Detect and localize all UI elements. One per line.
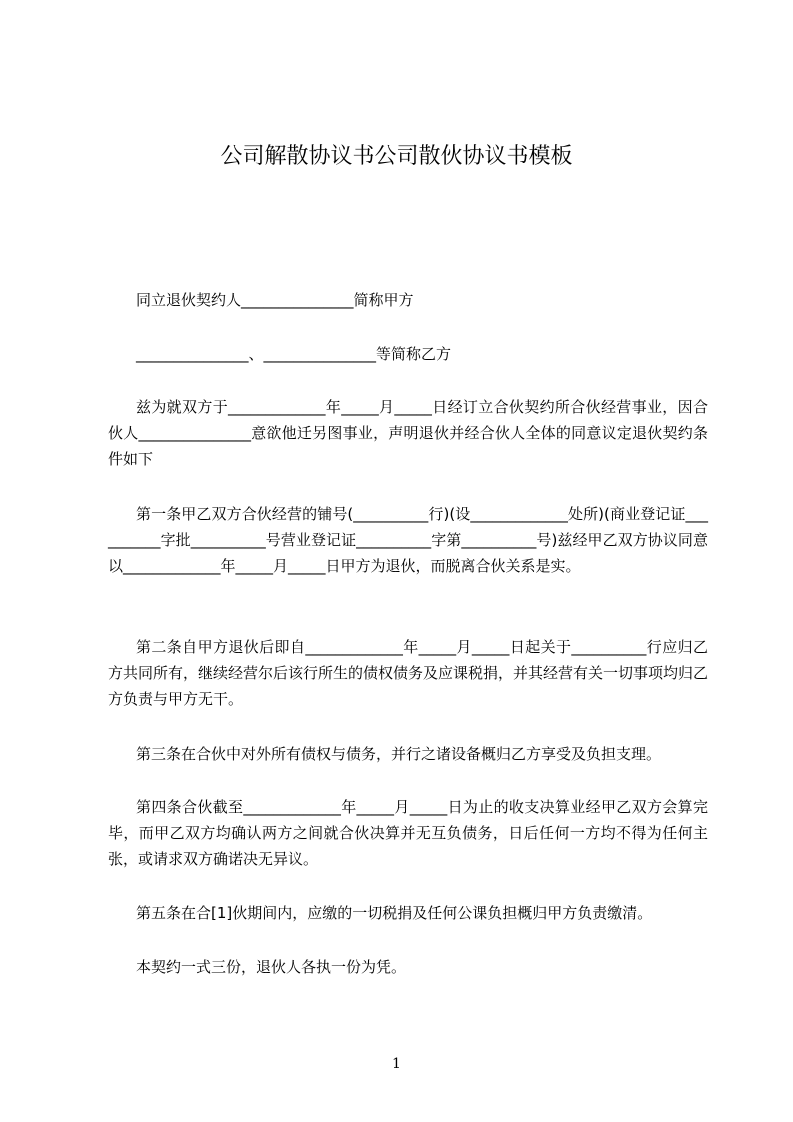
paragraph-party-a: 同立退伙契约人_______________简称甲方 [136, 291, 414, 309]
paragraph-closing: 本契约一式三份，退伙人各执一份为凭。 [136, 958, 407, 976]
paragraph-article-5: 第五条在合[1]伙期间内，应缴的一切税捐及任何公课负担概归甲方负责缴清。 [136, 904, 653, 922]
page-number: 1 [392, 1056, 401, 1072]
paragraph-article-3: 第三条在合伙中对外所有债权与债务，并行之诸设备概归乙方享受及负担支理。 [136, 745, 662, 763]
paragraph-article-4: 第四条合伙截至_____________年_____月_____日为止的收支决算业经甲乙双方会算完毕，而甲乙双方均确认两方之间就合伙决算并无互负债务，日后任何一方均不得为任何主张，或请求双方确诺决无异议。 [108, 798, 708, 868]
paragraph-party-b: _______________、_______________等简称乙方 [136, 345, 452, 363]
paragraph-article-2: 第二条自甲方退伙后即自_____________年_____月_____日起关于__________行应归乙方共同所有，继续经营尔后该行所生的债权债务及应课税捐，并其经营有关一切事项均归乙方负责与甲方无干。 [108, 638, 709, 708]
document-title: 公司解散协议书公司散伙协议书模板 [220, 144, 573, 169]
paragraph-preamble: 兹为就双方于_____________年_____月_____日经订立合伙契约所合伙经营事业，因合伙人_______________意欲他迁另图事业，声明退伙并经合伙人全体的同意议定退伙契约条件如下 [108, 398, 708, 468]
paragraph-article-1: 第一条甲乙双方合伙经营的铺号(__________行)(设_____________处所)(商业登记证__________字批__________号营业登记证__________字第__________号)兹经甲乙双方协议同意以_____________年_____月_____日甲方为退伙，而脱离合伙关系是实。 [108, 505, 708, 575]
